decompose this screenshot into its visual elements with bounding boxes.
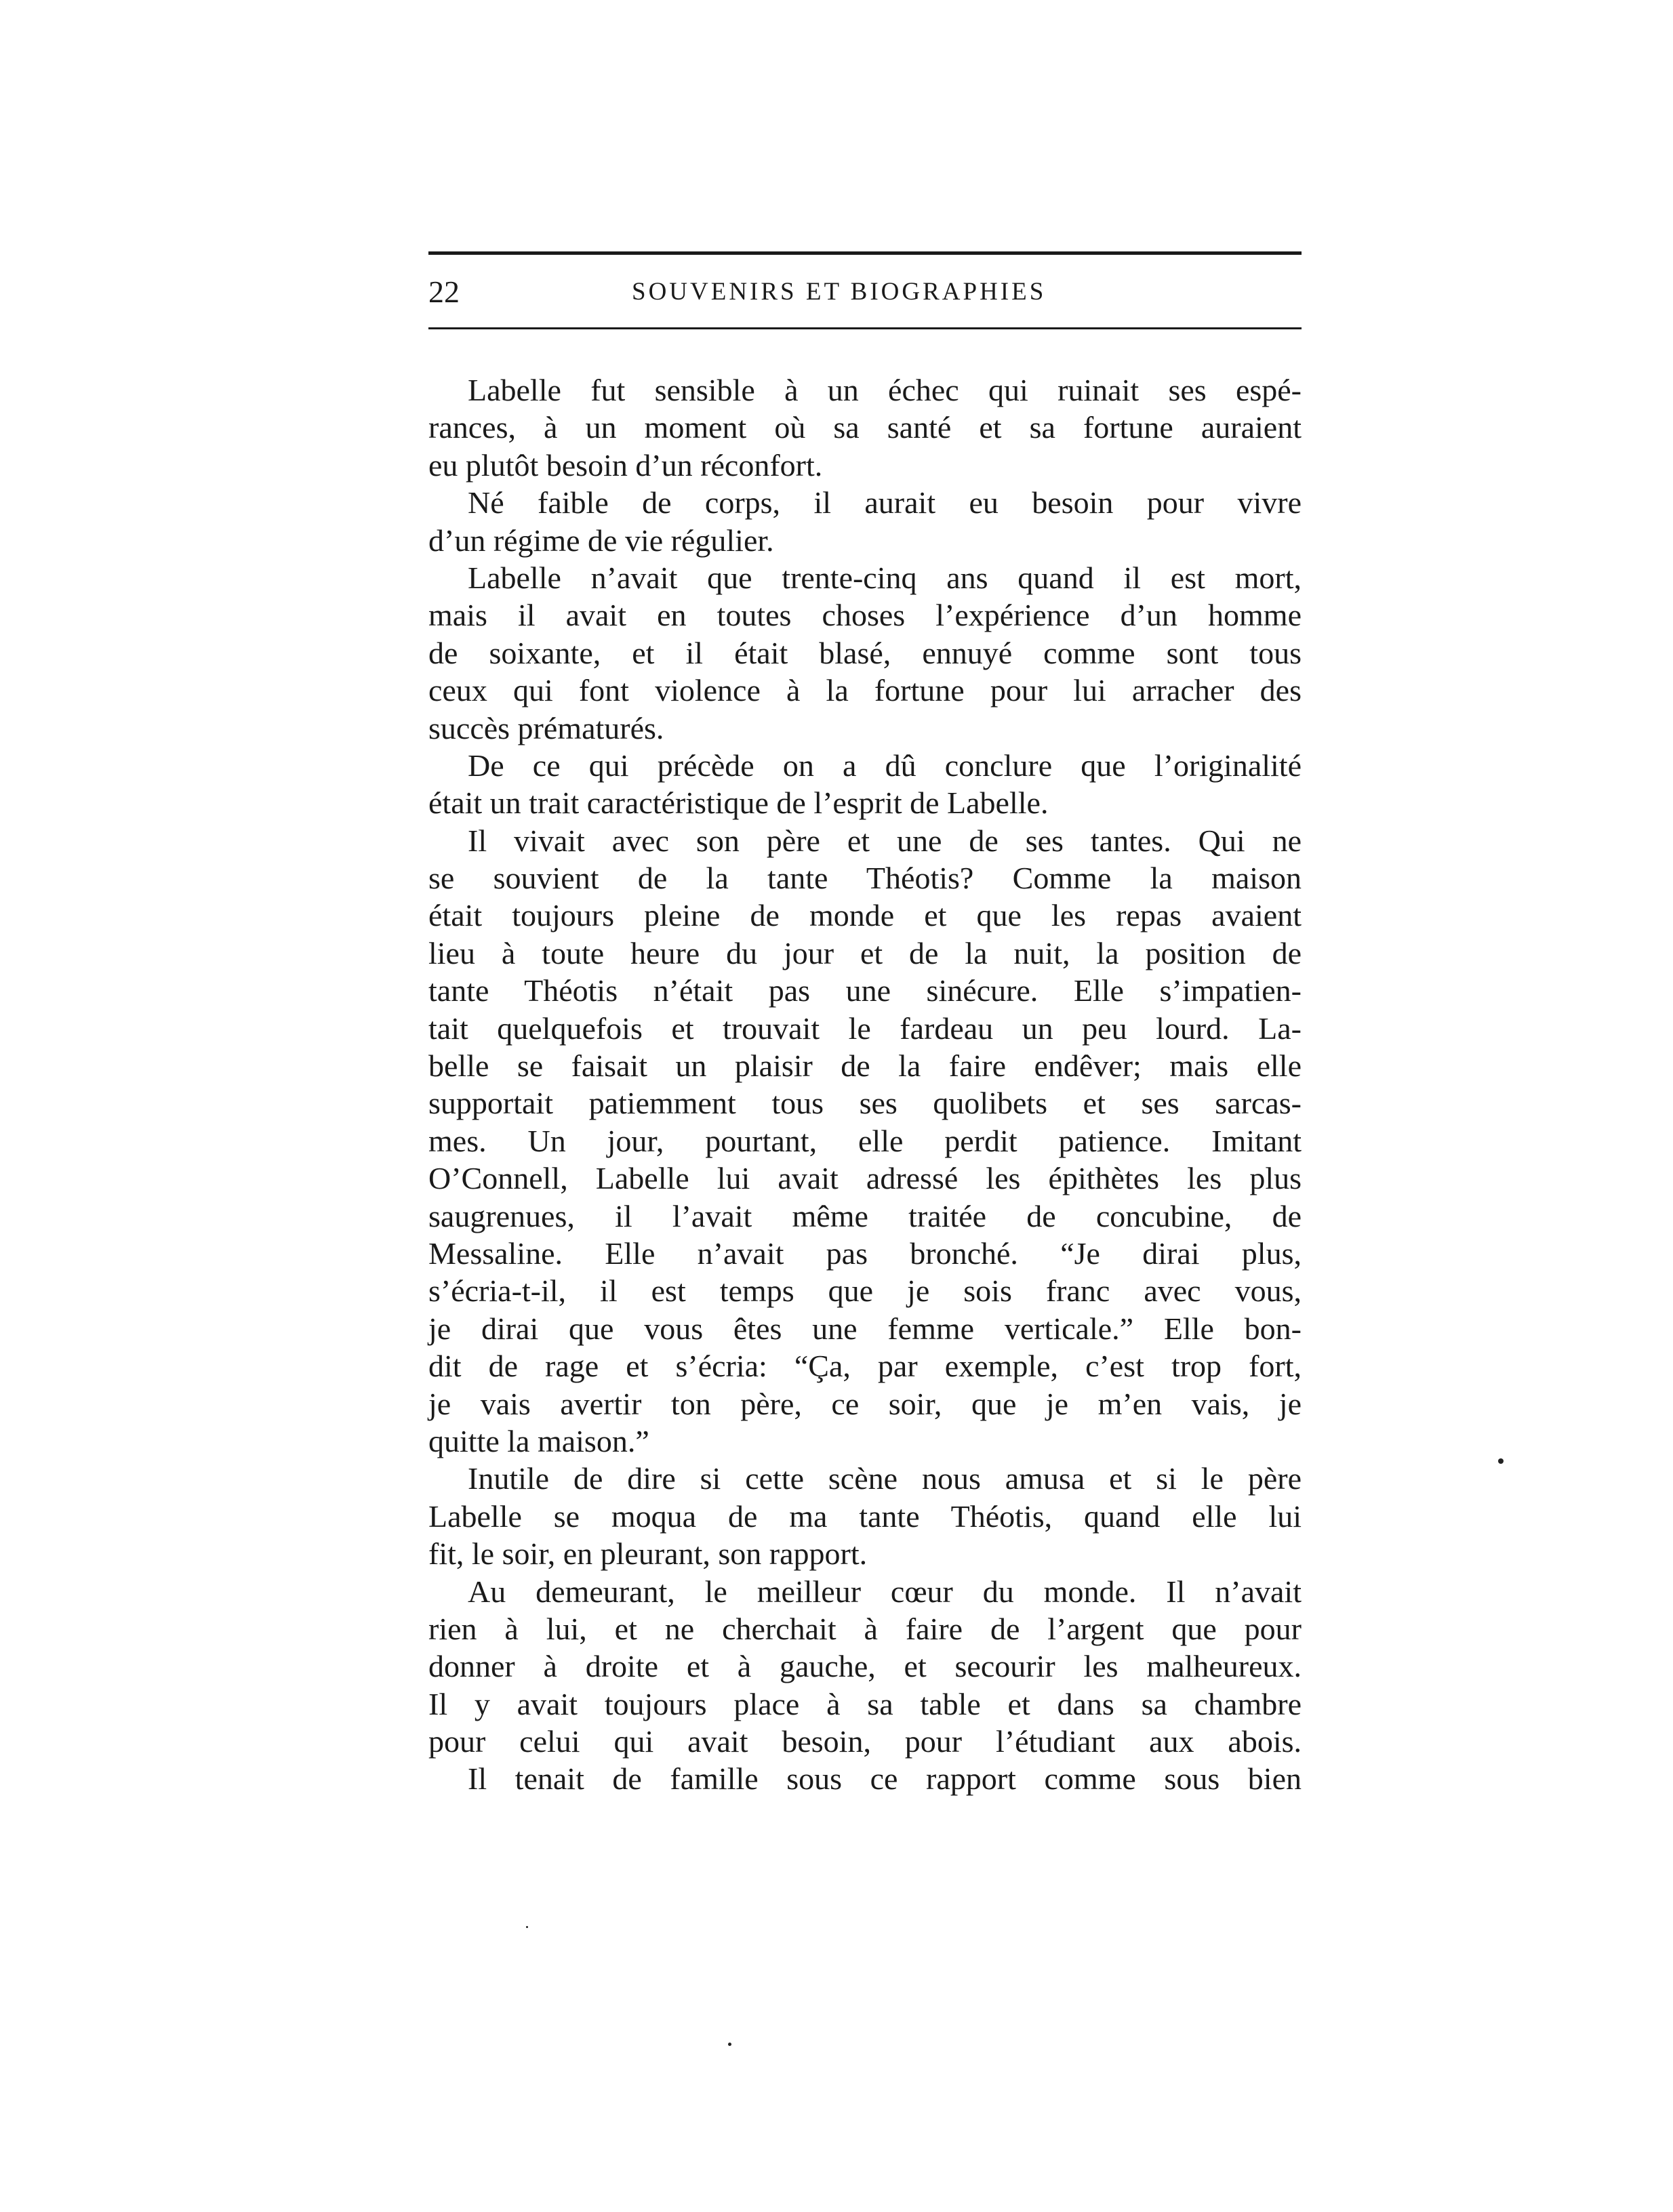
text-line: donner à droite et à gauche, et secourir les malheureux.	[428, 1649, 1302, 1684]
text-line: mais il avait en toutes choses l’expérience d’un homme	[428, 598, 1302, 633]
text-line: tante Théotis n’était pas une sinécure. Elle s’impatien-	[428, 973, 1302, 1008]
text-line: supportait patiemment tous ses quolibets et ses sarcas-	[428, 1086, 1302, 1121]
page-number: 22	[428, 274, 460, 309]
text-line: Messaline. Elle n’avait pas bronché. “Je dirai plus,	[428, 1235, 1302, 1271]
text-line: d’un régime de vie régulier.	[428, 523, 774, 558]
text-line: était un trait caractéristique de l’esprit de Labelle.	[428, 785, 1049, 821]
text-line: dit de rage et s’écria: “Ça, par exemple, c’est trop fort,	[428, 1349, 1302, 1384]
text-line: tait quelquefois et trouvait le fardeau un peu lourd. La-	[428, 1010, 1302, 1046]
text-line: se souvient de la tante Théotis? Comme la maison	[428, 861, 1302, 896]
text-line: mes. Un jour, pourtant, elle perdit patience. Imitant	[428, 1123, 1302, 1158]
text-line: fit, le soir, en pleurant, son rapport.	[428, 1536, 868, 1572]
text-line: Né faible de corps, il aurait eu besoin pour vivre	[468, 485, 1302, 520]
scan-speck	[1498, 1458, 1504, 1464]
text-line: Labelle n’avait que trente-cinq ans quand il est mort,	[468, 560, 1302, 595]
header-rule-top	[428, 251, 1302, 255]
text-line: pour celui qui avait besoin, pour l’étudiant aux abois.	[428, 1724, 1302, 1759]
text-line: Labelle se moqua de ma tante Théotis, quand elle lui	[428, 1498, 1302, 1534]
text-line: eu plutôt besoin d’un réconfort.	[428, 447, 823, 483]
header-rule-bottom	[428, 327, 1302, 329]
text-line: rien à lui, et ne cherchait à faire de l’argent que pour	[428, 1611, 1302, 1646]
scan-speck	[728, 2043, 731, 2046]
body-text	[428, 371, 1302, 1798]
running-title: SOUVENIRS ET BIOGRAPHIES	[632, 278, 1047, 306]
text-line: O’Connell, Labelle lui avait adressé les épithètes les plus	[428, 1161, 1302, 1196]
text-line: rances, à un moment où sa santé et sa fortune auraient	[428, 410, 1302, 445]
text-line: s’écria-t-il, il est temps que je sois franc avec vous,	[428, 1273, 1302, 1309]
text-line: De ce qui précède on a dû conclure que l’originalité	[468, 747, 1302, 783]
text-line: Inutile de dire si cette scène nous amusa et si le père	[468, 1461, 1302, 1496]
text-line: de soixante, et il était blasé, ennuyé comme sont tous	[428, 635, 1302, 670]
running-head	[428, 268, 1302, 316]
text-line: succès prématurés.	[428, 710, 664, 745]
text-line: belle se faisait un plaisir de la faire endêver; mais elle	[428, 1048, 1302, 1084]
text-line: Au demeurant, le meilleur cœur du monde. Il n’avait	[468, 1574, 1302, 1609]
text-line: Il tenait de famille sous ce rapport comme sous bien	[468, 1761, 1302, 1797]
text-line: Labelle fut sensible à un échec qui ruinait ses espé-	[468, 373, 1302, 407]
text-line: Il vivait avec son père et une de ses tantes. Qui ne	[468, 823, 1302, 858]
text-line: était toujours pleine de monde et que les repas avaient	[428, 898, 1302, 933]
text-line: Il y avait toujours place à sa table et dans sa chambre	[428, 1686, 1302, 1721]
text-line: quitte la maison.”	[428, 1423, 649, 1458]
text-line: lieu à toute heure du jour et de la nuit, la position de	[428, 935, 1302, 970]
text-line: saugrenues, il l’avait même traitée de concubine, de	[428, 1198, 1302, 1233]
scan-speck	[526, 1926, 528, 1928]
text-line: ceux qui font violence à la fortune pour lui arracher des	[428, 673, 1302, 708]
text-line: je dirai que vous êtes une femme verticale.” Elle bon-	[428, 1311, 1302, 1346]
text-line: je vais avertir ton père, ce soir, que je m’en vais, je	[428, 1386, 1302, 1421]
